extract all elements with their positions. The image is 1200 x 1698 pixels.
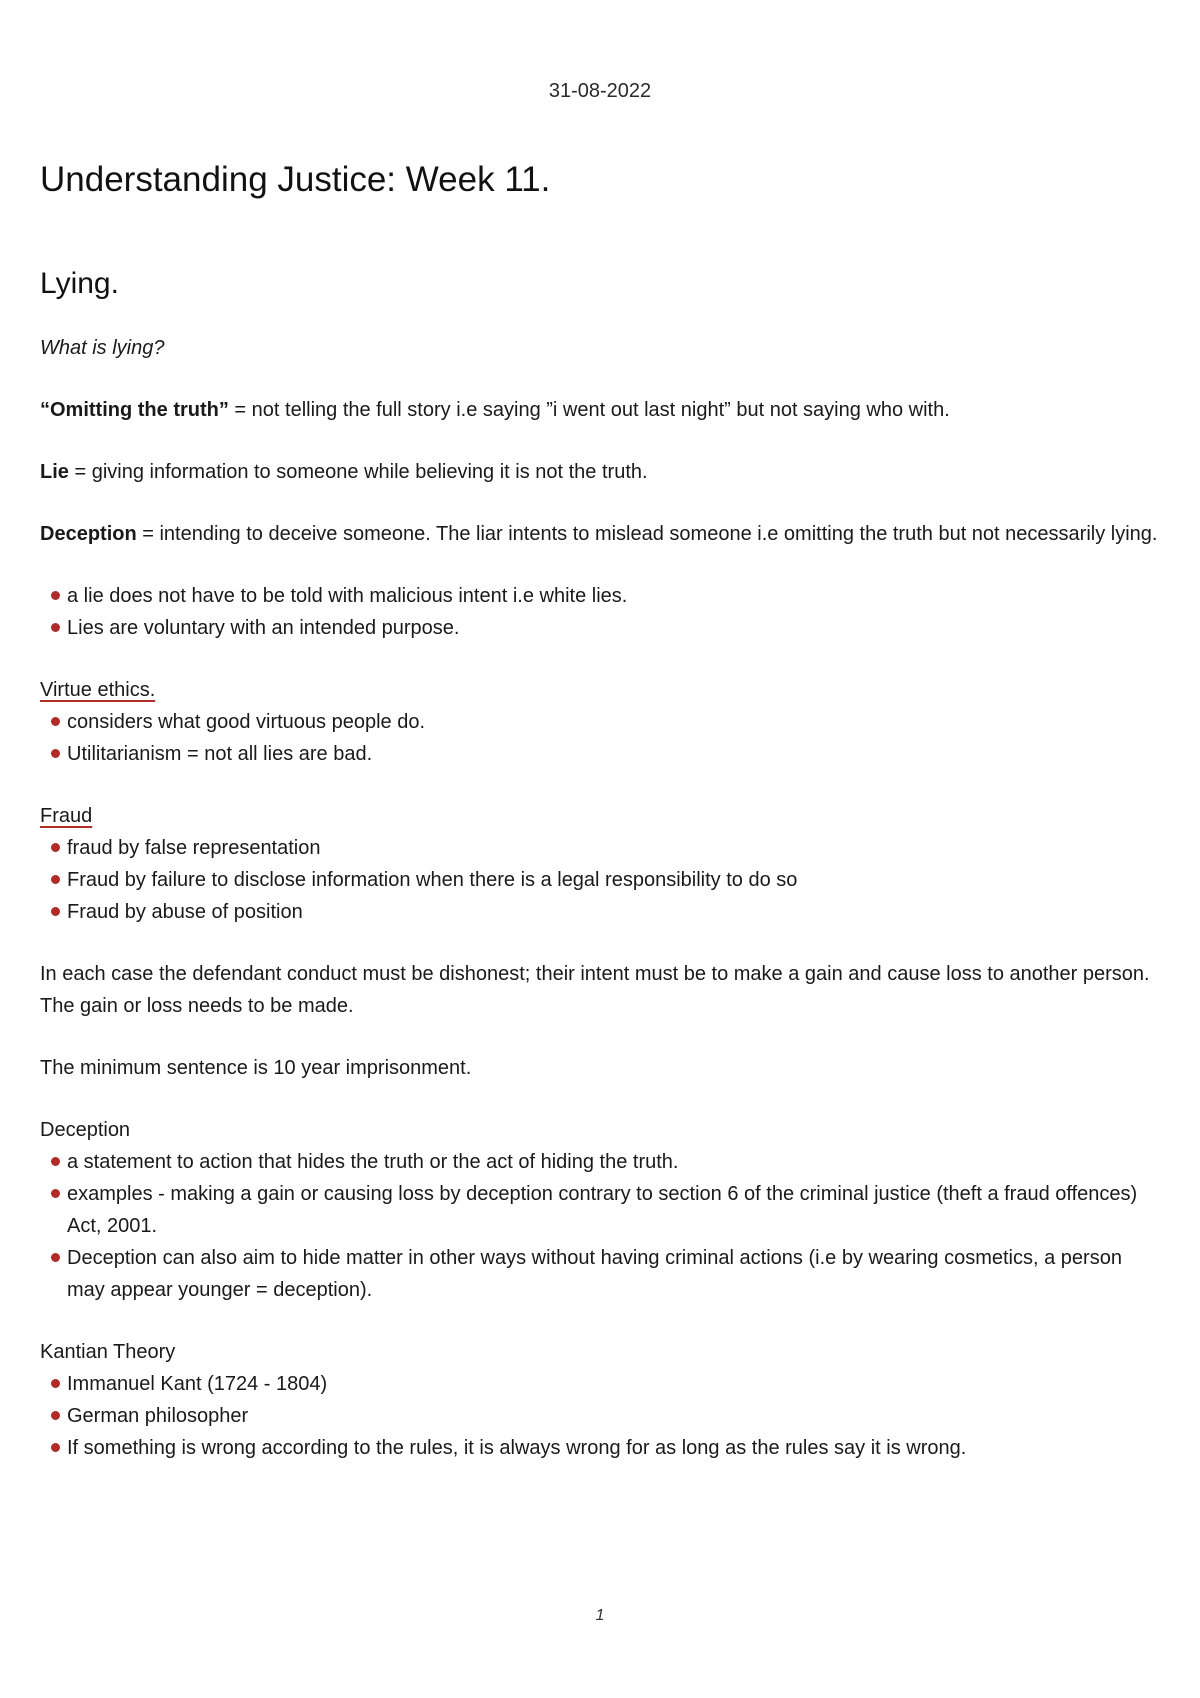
list-item: Fraud by abuse of position — [40, 896, 1160, 928]
bullet-icon — [51, 1189, 60, 1198]
bullet-icon — [51, 591, 60, 600]
bullet-icon — [51, 1157, 60, 1166]
definition-term: Lie — [40, 461, 69, 483]
bullet-icon — [51, 843, 60, 852]
deception-list — [40, 1146, 1160, 1306]
list-item: If something is wrong according to the rules, it is always wrong for as long as the rules say it is wrong. — [40, 1432, 1160, 1464]
kantian-theory-list — [40, 1368, 1160, 1464]
bullet-icon — [51, 749, 60, 758]
definition-deception — [40, 518, 1160, 550]
definition-lie — [40, 456, 1160, 488]
bullet-icon — [51, 875, 60, 884]
list-item: a statement to action that hides the truth or the act of hiding the truth. — [40, 1146, 1160, 1178]
list-item: considers what good virtuous people do. — [40, 706, 1160, 738]
definition-text: = not telling the full story i.e saying ”i went out last night” but not saying who with. — [228, 399, 950, 421]
list-item: Immanuel Kant (1724 - 1804) — [40, 1368, 1160, 1400]
bullet-icon — [51, 623, 60, 632]
virtue-ethics-list — [40, 706, 1160, 770]
list-item: fraud by false representation — [40, 832, 1160, 864]
list-item: examples - making a gain or causing loss by deception contrary to section 6 of the criminal justice (theft a fraud offences) Act, 2001. — [40, 1178, 1160, 1242]
kantian-theory-heading: Kantian Theory — [40, 1341, 176, 1363]
document-title: Understanding Justice: Week 11. — [40, 160, 551, 199]
bullet-icon — [51, 717, 60, 726]
bullet-icon — [51, 1443, 60, 1452]
bullet-icon — [51, 1379, 60, 1388]
deception-heading: Deception — [40, 1119, 131, 1141]
definition-term: “Omitting the truth” — [40, 399, 229, 421]
list-item: Deception can also aim to hide matter in other ways without having criminal actions (i.e by wearing cosmetics, a person may appear younger = deception). — [40, 1242, 1160, 1306]
bullet-icon — [51, 1253, 60, 1262]
document-body — [40, 158, 1160, 1464]
list-item: a lie does not have to be told with malicious intent i.e white lies. — [40, 580, 1160, 612]
list-item: Utilitarianism = not all lies are bad. — [40, 738, 1160, 770]
document-date: 31-08-2022 — [548, 80, 652, 102]
fraud-list — [40, 832, 1160, 928]
definition-text: = giving information to someone while believing it is not the truth. — [68, 461, 648, 483]
paragraph-each-case: In each case the defendant conduct must be dishonest; their intent must be to make a gain and cause loss to another person. The gain or loss needs to be made. — [40, 963, 1150, 1017]
fraud-heading: Fraud — [40, 805, 93, 827]
bullet-icon — [51, 907, 60, 916]
section-title-lying: Lying. — [40, 267, 119, 300]
list-item: Fraud by failure to disclose information when there is a legal responsibility to do so — [40, 864, 1160, 896]
definition-term: Deception — [40, 523, 137, 545]
paragraph-minimum-sentence: The minimum sentence is 10 year imprisonment. — [40, 1057, 472, 1079]
definition-omitting — [40, 394, 1160, 426]
list-item: German philosopher — [40, 1400, 1160, 1432]
lie-points-list — [40, 580, 1160, 644]
list-item: Lies are voluntary with an intended purpose. — [40, 612, 1160, 644]
page-number: 1 — [595, 1607, 605, 1624]
definition-text: = intending to deceive someone. The liar intents to mislead someone i.e omitting the truth but not necessarily lying. — [136, 523, 1158, 545]
virtue-ethics-heading: Virtue ethics. — [40, 679, 156, 701]
bullet-icon — [51, 1411, 60, 1420]
question-text: What is lying? — [40, 337, 165, 359]
